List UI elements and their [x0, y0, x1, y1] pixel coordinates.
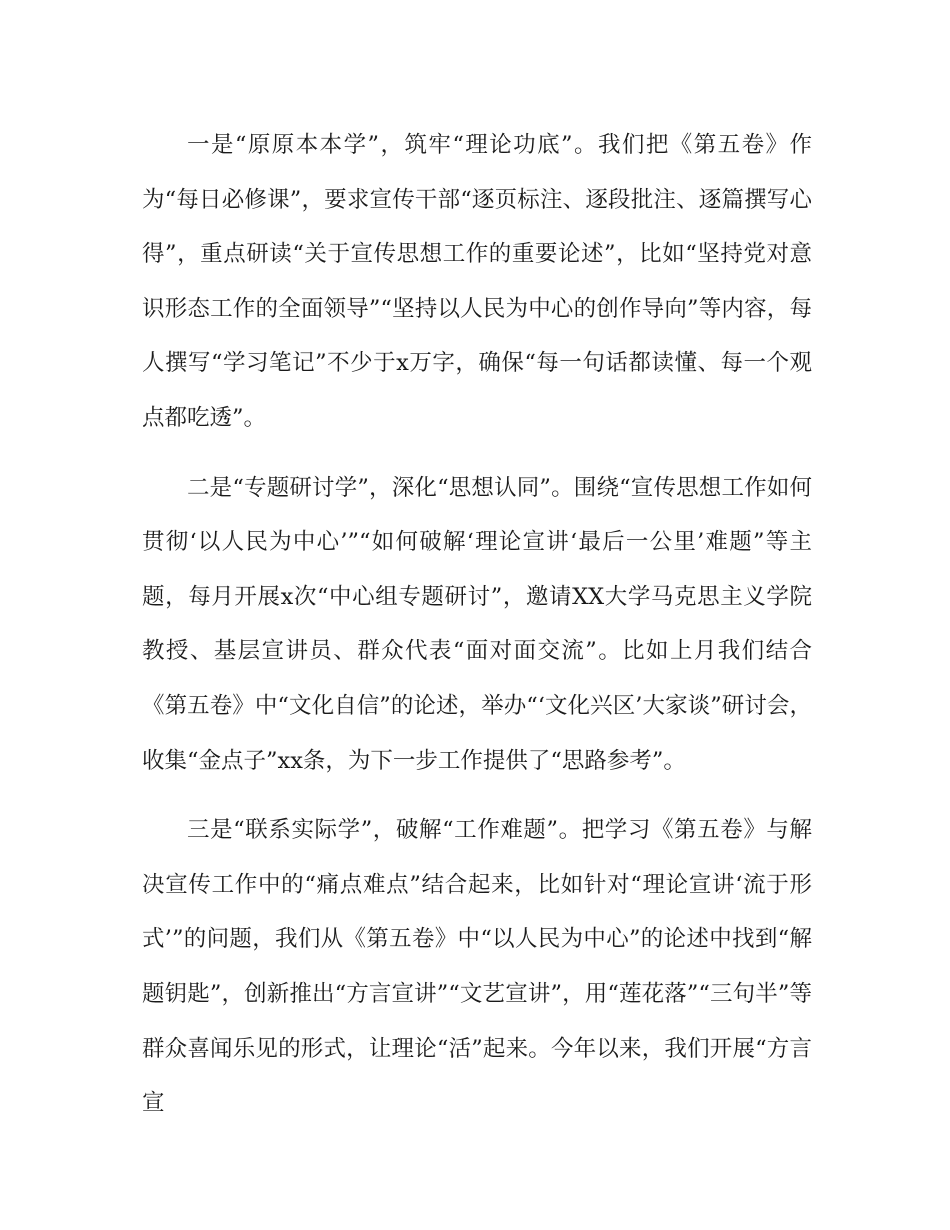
paragraph-practical-study: 三是“联系实际学”，破解“工作难题”。把学习《第五卷》与解决宣传工作中的“痛点难点”结合起来，比如针对“理论宣讲‘流于形式’”的问题，我们从《第五卷》中“以人民为中心”的论述中找到“解题钥匙”，创新推出“方言宣讲”“文艺宣讲”，用“莲花落”“三句半”等群众喜闻乐见的形式，让理论“活”起来。今年以来，我们开展“方言宣 [142, 817, 812, 1117]
paragraph-study-original: 一是“原原本本学”，筑牢“理论功底”。我们把《第五卷》作为“每日必修课”，要求宣传干部“逐页标注、逐段批注、逐篇撰写心得”，重点研读“关于宣传思想工作的重要论述”，比如“坚持党对意识形态工作的全面领导”“坚持以人民为中心的创作导向”等内容，每人撰写“学习笔记”不少于x万字，确保“每一句话都读懂、每一个观点都吃透”。 [142, 132, 812, 431]
document-body [142, 118, 812, 1131]
paragraph-topic-seminar: 二是“专题研讨学”，深化“思想认同”。围绕“宣传思想工作如何贯彻‘以人民为中心’”“如何破解‘理论宣讲‘最后一公里’难题”等主题，每月开展x次“中心组专题研讨”，邀请XX大学马克思主义学院教授、基层宣讲员、群众代表“面对面交流”。比如上月我们结合《第五卷》中“文化自信”的论述，举办“‘文化兴区’大家谈”研讨会，收集“金点子”xx条，为下一步工作提供了“思路参考”。 [142, 474, 812, 774]
